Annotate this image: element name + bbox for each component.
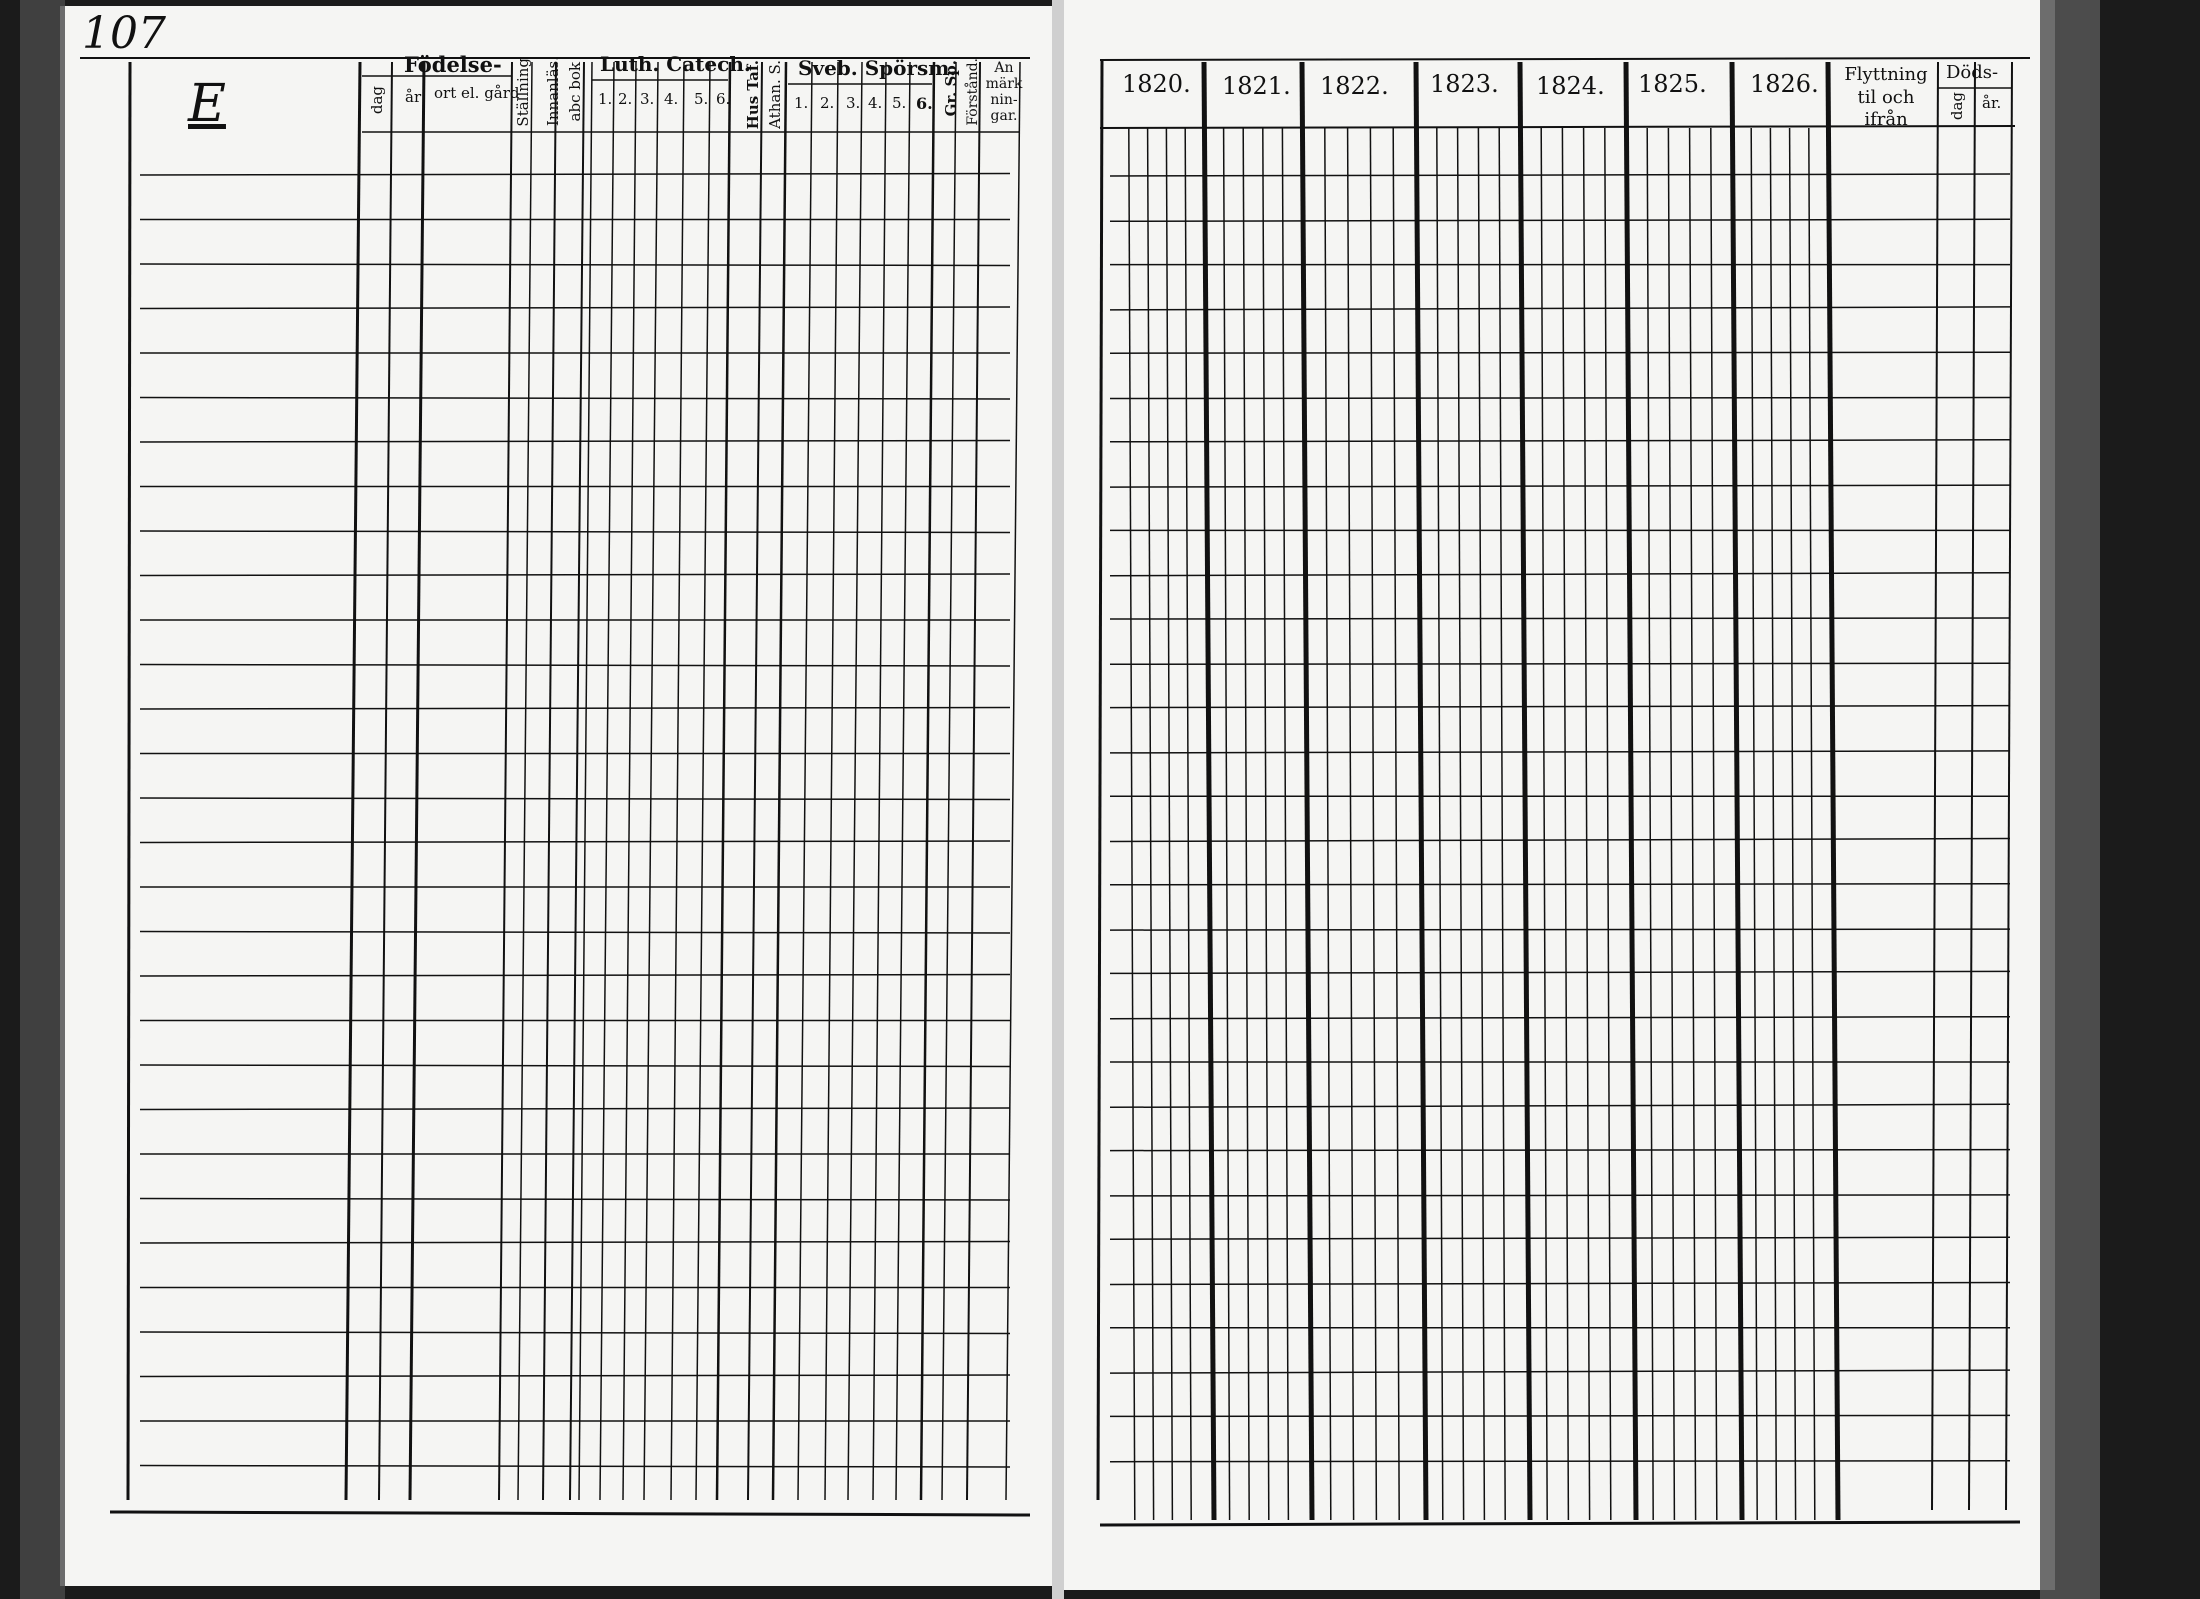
anmarkningar-header: An märk nin- gar. [985,60,1023,125]
grsp-header: Gr. Sp. [942,60,960,117]
page-number: 107 [82,8,166,59]
left-page-edge-shadow [20,0,65,1599]
dods-header: Döds- [1946,62,1999,83]
luth-catech-header: Luth. Catech. [600,52,751,76]
forstand-header: Förstånd. [965,58,981,126]
left-margin-line [128,62,130,1500]
flyttning-header: Flyttning til och ifrån [1844,64,1928,130]
right-page-edge-shadow [2040,0,2100,1599]
sveb-num-4: 4. [868,94,883,112]
left-page [60,6,1055,1586]
fodelse-header: Födelse- [404,52,502,77]
right-row-rule [1110,618,2010,619]
year-1821: 1821. [1222,72,1291,100]
luth-num-2: 2. [618,90,633,108]
fodelse-dag-header: dag [368,86,386,115]
luth-num-4: 4. [664,90,679,108]
right-row-rule [1110,1150,2010,1151]
year-1822: 1822. [1320,72,1389,100]
year-1824: 1824. [1536,72,1605,100]
athan-header: Athan. S. [766,60,784,129]
luth-num-3: 3. [640,90,655,108]
right-row-rule [1110,1461,2010,1462]
sveb-num-2: 2. [820,94,835,112]
sveb-num-3: 3. [846,94,861,112]
right-row-rule [1110,398,2010,399]
fodelse-ort-header: ort el. gård [434,84,520,102]
right-row-rule [1110,663,2010,664]
year-1826: 1826. [1750,70,1819,98]
sveb-sporsm-header: Sveb. Spörsm. [798,56,957,80]
luth-num-6: 6. [716,90,731,108]
fodelse-ar-header: år [405,88,422,106]
right-row-rule [1110,1415,2010,1416]
sveb-num-1: 1. [794,94,809,112]
luth-num-1: 1. [598,90,613,108]
sveb-num-6: 6. [916,94,933,113]
right-row-rule [1110,929,2010,930]
abcbok-header: abc bok [566,62,584,122]
right-row-rule [1110,884,2010,885]
hustaf-header: Hus Taf. [744,60,762,130]
right-row-rule [1110,1195,2010,1196]
year-1825: 1825. [1638,70,1707,98]
dods-ar-header: år. [1982,94,2002,112]
right-row-rule [1110,352,2010,353]
year-1823: 1823. [1430,70,1499,98]
stallning-header: Ställning [514,58,532,127]
sveb-num-5: 5. [892,94,907,112]
year-1820: 1820. [1122,70,1191,98]
dods-dag-header: dag [1948,92,1966,121]
innanlas-header: Innanläs. [544,56,562,127]
gutter [1052,0,1064,1599]
luth-num-5: 5. [694,90,709,108]
section-letter: E [188,74,226,134]
